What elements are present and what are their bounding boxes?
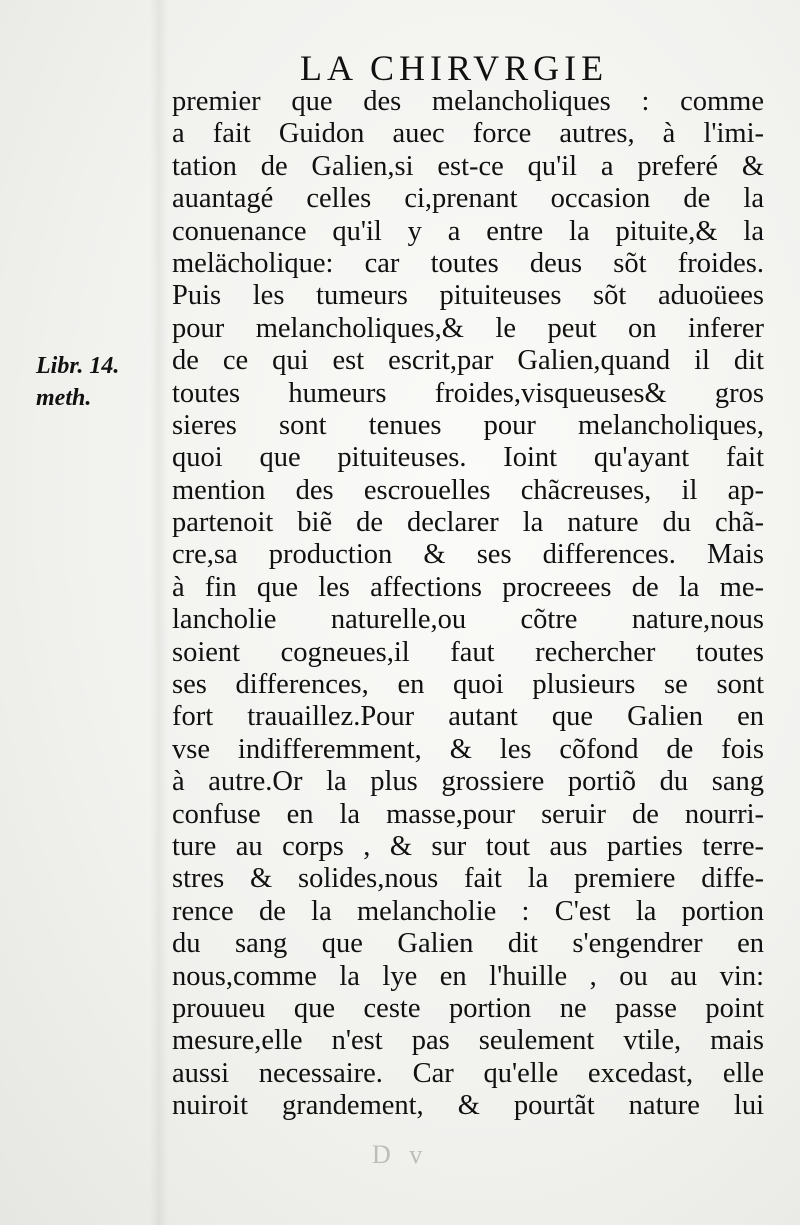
- text-line: sieres sont tenues pour melancholiques,: [172, 409, 764, 441]
- text-line: soient cogneues,il faut rechercher toutes: [172, 636, 764, 668]
- text-line: conuenance qu'il y a entre la pituite,& la: [172, 215, 764, 247]
- margin-note-work-reference: meth.: [36, 385, 92, 411]
- text-line: partenoit biẽ de declarer la nature du chã-: [172, 507, 764, 539]
- text-line: mention des escrouelles chãcreuses, il ap-: [172, 474, 764, 506]
- text-line: du sang que Galien dit s'engendrer en: [172, 928, 764, 960]
- running-head: LA CHIRVRGIE: [300, 48, 609, 88]
- gutter-shadow: [150, 0, 168, 1225]
- text-line: confuse en la masse,pour seruir de nourri-: [172, 798, 764, 830]
- text-line: lancholie naturelle,ou cõtre nature,nous: [172, 604, 764, 636]
- text-line: à fin que les affections procreees de la me-: [172, 571, 764, 603]
- text-line: à autre.Or la plus grossiere portiõ du sang: [172, 766, 764, 798]
- text-line: premier que des melancholiques : comme: [172, 86, 764, 117]
- text-line: Puis les tumeurs pituiteuses sõt aduoüees: [172, 280, 764, 312]
- text-line: fort trauaillez.Pour autant que Galien en: [172, 701, 764, 733]
- text-line: a fait Guidon auec force autres, à l'imi-: [172, 118, 764, 150]
- text-line: melächolique: car toutes deus sõt froides.: [172, 247, 764, 279]
- text-line: quoi que pituiteuses. Ioint qu'ayant fait: [172, 442, 764, 474]
- text-line: rence de la melancholie : C'est la portion: [172, 895, 764, 927]
- text-line: de ce qui est escrit,par Galien,quand il dit: [172, 345, 764, 377]
- text-line: stres & solides,nous fait la premiere diffe-: [172, 863, 764, 895]
- text-line: mesure,elle n'est pas seulement vtile, mais: [172, 1025, 764, 1057]
- text-line: prouueu que ceste portion ne passe point: [172, 992, 764, 1024]
- text-line: ture au corps , & sur tout aus parties terre-: [172, 830, 764, 862]
- text-line: cre,sa production & ses differences. Mais: [172, 539, 764, 571]
- body-text: [172, 86, 764, 1123]
- text-line: aussi necessaire. Car qu'elle excedast, elle: [172, 1057, 764, 1089]
- signature-mark: D v: [372, 1140, 429, 1169]
- text-line: nous,comme la lye en l'huille , ou au vin:: [172, 960, 764, 992]
- text-line: nuiroit grandement, & pourtãt nature lui: [172, 1090, 764, 1122]
- text-line: vse indifferemment, & les cõfond de fois: [172, 733, 764, 765]
- margin-note-book-reference: Libr. 14.: [36, 353, 120, 379]
- text-line: pour melancholiques,& le peut on inferer: [172, 312, 764, 344]
- text-line: toutes humeurs froides,visqueuses& gros: [172, 377, 764, 409]
- text-line: ses differences, en quoi plusieurs se sont: [172, 669, 764, 701]
- text-line: tation de Galien,si est-ce qu'il a preferé &: [172, 150, 764, 182]
- text-line: auantagé celles ci,prenant occasion de la: [172, 183, 764, 215]
